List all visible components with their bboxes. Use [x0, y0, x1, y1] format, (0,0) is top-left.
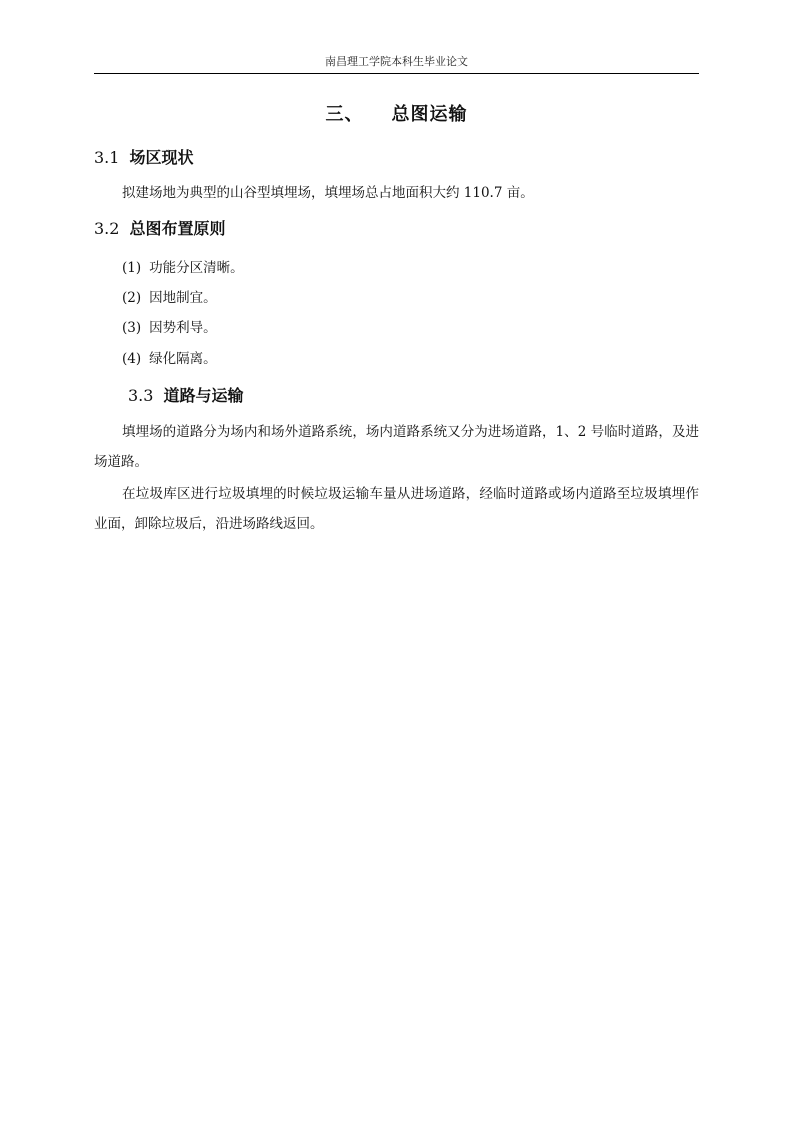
paragraph-transport-route: 在垃圾库区进行垃圾填埋的时候垃圾运输车量从进场道路，经临时道路或场内道路至垃圾填埋作业面，卸除垃圾后，沿进场路线返回。 — [94, 486, 699, 532]
paragraph-site-status: 拟建场地为典型的山谷型填埋场，填埋场总占地面积大约 110.7 亩。 — [122, 185, 534, 201]
list-marker: (2) — [122, 290, 142, 306]
header-rule — [94, 73, 699, 74]
section-heading-3-2 — [94, 218, 225, 240]
section-heading-3-3 — [128, 385, 243, 407]
section-title: 场区现状 — [129, 148, 194, 167]
list-marker: (3) — [122, 320, 142, 336]
list-text: 因势利导。 — [149, 320, 217, 336]
list-item — [122, 288, 217, 308]
list-marker: (1) — [122, 260, 142, 276]
running-title: 南昌理工学院本科生毕业论文 — [325, 55, 468, 68]
section-title: 道路与运输 — [163, 386, 244, 405]
list-item — [122, 318, 217, 338]
list-text: 绿化隔离。 — [149, 351, 217, 367]
section-number: 3.3 — [128, 386, 154, 405]
section-title: 总图布置原则 — [129, 219, 226, 238]
running-header — [94, 55, 699, 73]
section-heading-3-1 — [94, 147, 193, 169]
chapter-name: 总图运输 — [391, 104, 468, 125]
chapter-title — [94, 103, 699, 127]
paragraph-road-system: 填埋场的道路分为场内和场外道路系统，场内道路系统又分为进场道路，1、2 号临时道路，及进场道路。 — [94, 424, 699, 470]
list-text: 因地制宜。 — [149, 290, 217, 306]
list-item — [122, 258, 244, 278]
list-marker: (4) — [122, 351, 142, 367]
section-number: 3.1 — [94, 148, 120, 167]
list-item — [122, 349, 217, 369]
section-number: 3.2 — [94, 219, 120, 238]
list-text: 功能分区清晰。 — [149, 260, 244, 276]
chapter-number: 三、 — [325, 104, 364, 125]
